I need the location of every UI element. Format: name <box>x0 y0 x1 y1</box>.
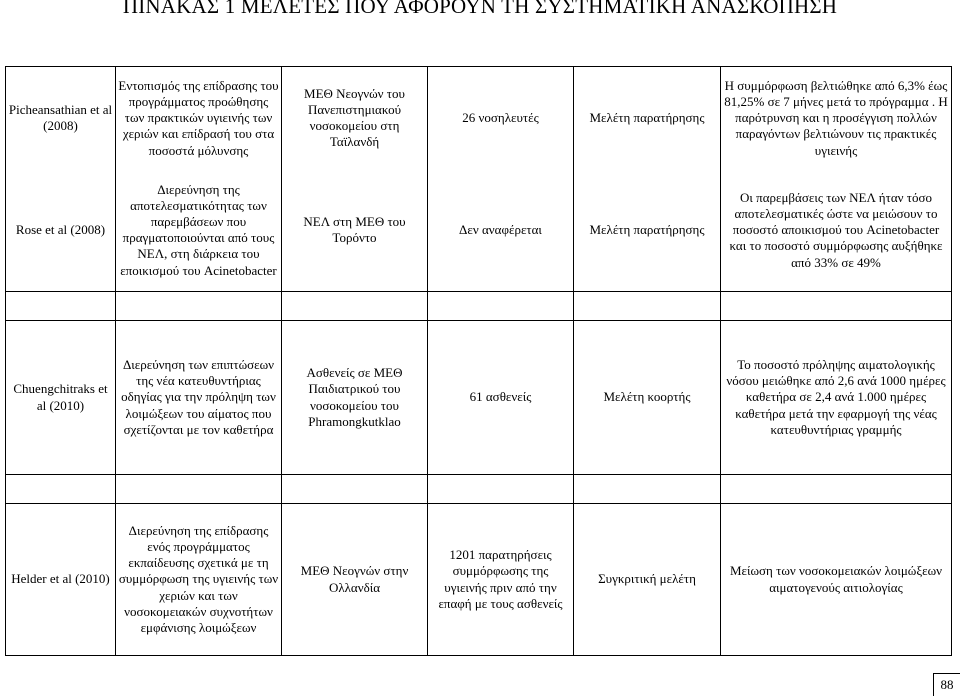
results-cell <box>721 170 952 292</box>
studies-table <box>5 66 952 656</box>
design-cell <box>574 321 721 475</box>
results-cell <box>721 504 952 656</box>
design-text: Μελέτη παρατήρησης <box>589 222 705 238</box>
design-text: Μελέτη κοορτής <box>603 389 691 405</box>
aim-cell <box>116 170 282 292</box>
results-cell <box>721 67 952 170</box>
sample-text: 26 νοσηλευτές <box>462 110 539 126</box>
sample-cell <box>428 67 574 170</box>
sample-text: Δεν αναφέρεται <box>459 222 542 238</box>
table-row <box>6 170 952 292</box>
setting-text: ΝΕΛ στη ΜΕΘ του Τορόντο <box>303 214 406 246</box>
aim-cell <box>116 504 282 656</box>
sample-cell <box>428 504 574 656</box>
spacer-row <box>6 292 952 321</box>
aim-cell <box>116 321 282 475</box>
spacer-row <box>6 475 952 504</box>
author-cell <box>6 504 116 656</box>
aim-text: Διερεύνηση της αποτελεσματικότητας των παρεμβάσεων που πραγματοποιούνται από τους ΝΕΛ, στη διάρκεια του εποικισμού του Acinetobacter <box>120 181 277 278</box>
aim-text: Εντοπισμός της επίδρασης του προγράμματος προώθησης των πρακτικών υγιεινής των χεριών και επίδρασή του στα ποσοστά μόλυνσης <box>118 77 279 158</box>
design-cell <box>574 170 721 292</box>
setting-text: ΜΕΘ Νεογνών του Πανεπιστημιακού νοσοκομείου στη Ταϊλανδή <box>304 85 405 150</box>
page-number: 88 <box>933 673 960 696</box>
author-cell <box>6 170 116 292</box>
author-text: Chuengchitraks et al (2010) <box>13 381 108 413</box>
results-cell <box>721 321 952 475</box>
author-text: Helder et al (2010) <box>11 571 110 587</box>
setting-text: ΜΕΘ Νεογνών στην Ολλανδία <box>300 563 409 595</box>
results-text: Οι παρεμβάσεις των ΝΕΛ ήταν τόσο αποτελεσματικές ώστε να μειώσουν το ποσοστό αποικισμού του Acinetobacter και το ποσοστό συμμόρφωσης αυξήθηκε από 33% σε 49% <box>729 189 943 270</box>
author-text: Picheansathian et al (2008) <box>8 102 113 134</box>
aim-cell <box>116 67 282 170</box>
sample-text: 61 ασθενείς <box>469 389 532 405</box>
setting-cell <box>282 504 428 656</box>
table-row <box>6 504 952 656</box>
setting-cell <box>282 170 428 292</box>
results-text: Η συμμόρφωση βελτιώθηκε από 6,3% έως 81,25% σε 7 μήνες μετά το πρόγραμμα . Η παρότρυνση και η προσέγγιση πολλών παραγόντων βελτιώνουν τις πρακτικές υγιεινής <box>724 77 948 158</box>
design-text: Συγκριτική μελέτη <box>598 571 696 587</box>
setting-cell <box>282 321 428 475</box>
design-cell <box>574 67 721 170</box>
author-cell <box>6 67 116 170</box>
design-text: Μελέτη παρατήρησης <box>589 110 705 126</box>
table-row <box>6 321 952 475</box>
table-row <box>6 67 952 170</box>
sample-cell <box>428 321 574 475</box>
aim-text: Διερεύνηση της επίδρασης ενός προγράμματος εκπαίδευσης σχετικά με τη συμμόρφωση της υγιεινής των χεριών και των νοσοκομειακών συχνοτήτων εμφάνισης λοιμώξεων <box>118 522 279 635</box>
sample-cell <box>428 170 574 292</box>
author-text: Rose et al (2008) <box>15 222 106 238</box>
aim-text: Διερεύνηση των επιπτώσεων της νέα κατευθυντήριας οδηγίας για την πρόληψη των λοιμώξεων του αίματος που σχετίζονται με τον καθετήρα <box>121 356 276 437</box>
sample-text: 1201 παρατηρήσεις συμμόρφωσης της υγιεινής πριν από την επαφή με τους ασθενείς <box>438 547 563 611</box>
page-title: ΠΙΝΑΚΑΣ 1 ΜΕΛΕΤΕΣ ΠΟΥ ΑΦΟΡΟΥΝ ΤΗ ΣΥΣΤΗΜΑΤΙΚΗ ΑΝΑΣΚΟΠΗΣΗ <box>122 0 838 18</box>
design-cell <box>574 504 721 656</box>
setting-text: Ασθενείς σε ΜΕΘ Παιδιατρικού του νοσοκομείου του Phramongkutklao <box>306 365 403 429</box>
results-text: Μείωση των νοσοκομειακών λοιμώξεων αιματογενούς αιτιολογίας <box>729 563 943 595</box>
author-cell <box>6 321 116 475</box>
setting-cell <box>282 67 428 170</box>
results-text: Το ποσοστό πρόληψης αιματολογικής νόσου μειώθηκε από 2,6 ανά 1000 ημέρες καθετήρα σε 2,4 ανά 1.000 ημέρες καθετήρα μετά την εφαρμογή της νέας κατευθυντήριας γραμμής <box>726 356 946 437</box>
